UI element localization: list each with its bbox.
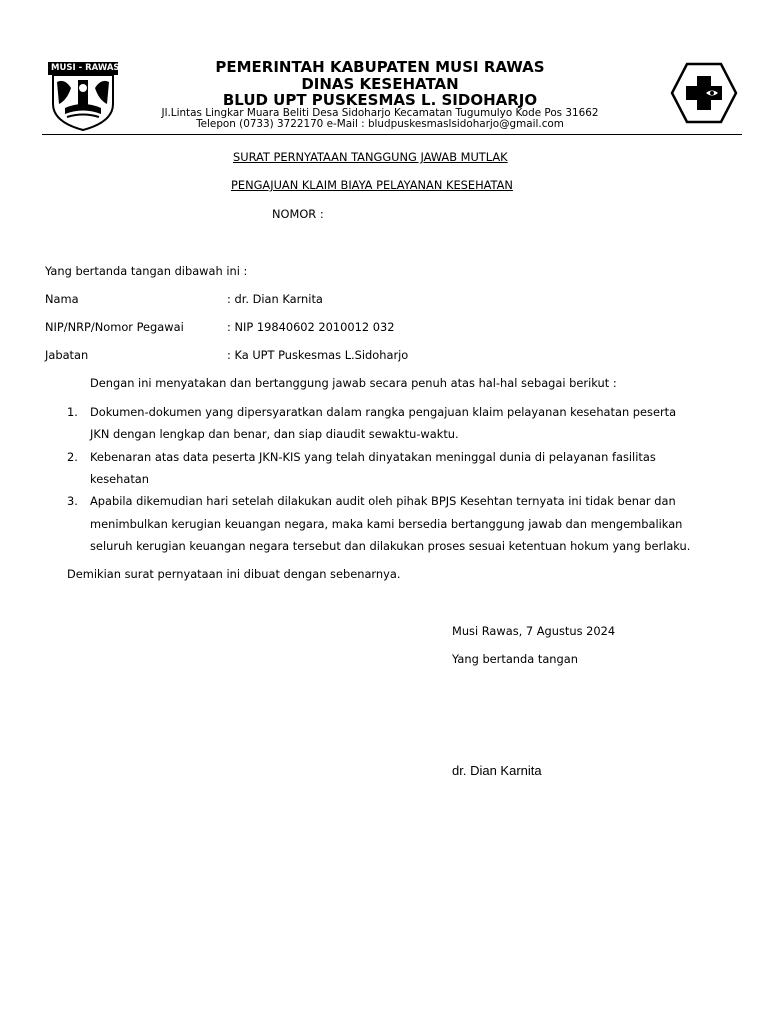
list-item-line: JKN dengan lengkap dan benar, dan siap diaudit sewaktu-waktu. [90, 427, 459, 441]
field-label-nip: NIP/NRP/Nomor Pegawai [45, 320, 184, 334]
signature-caption: Yang bertanda tangan [452, 652, 578, 666]
signatory-name: dr. Dian Karnita [452, 763, 542, 778]
place-date: Musi Rawas, 7 Agustus 2024 [452, 624, 616, 638]
kop-contact: Telepon (0733) 3722170 e-Mail : bludpuskesmaslsidoharjo@gmail.com [196, 118, 564, 130]
puskesmas-cross-icon [670, 62, 738, 124]
nomor-label: NOMOR : [272, 207, 324, 221]
list-item-line: kesehatan [90, 472, 150, 486]
list-item-line: menimbulkan kerugian keuangan negara, maka kami bersedia bertanggung jawab dan mengembalikan [90, 517, 683, 531]
document-subtitle: PENGAJUAN KLAIM BIAYA PELAYANAN KESEHATAN [231, 178, 513, 192]
kop-line-2: DINAS KESEHATAN [301, 75, 459, 93]
list-item-number: 1. [67, 405, 78, 419]
list-item-line: seluruh kerugian keuangan negara tersebut dan dilakukan proses sesuai ketentuan hokum yang berlaku. [90, 539, 691, 553]
logo-label: MUSI - RAWAS [51, 63, 120, 73]
field-label-jabatan: Jabatan [45, 348, 89, 362]
list-item-line: Apabila dikemudian hari setelah dilakukan audit oleh pihak BPJS Kesehtan ternyata ini tidak benar dan [90, 494, 676, 508]
list-item-number: 2. [67, 450, 78, 464]
kop-line-3: BLUD UPT PUSKESMAS L. SIDOHARJO [222, 91, 538, 109]
field-value-nama: : dr. Dian Karnita [227, 292, 323, 306]
kop-address: Jl.Lintas Lingkar Muara Beliti Desa Sidoharjo Kecamatan Tugumulyo Kode Pos 31662 [161, 107, 599, 119]
field-value-jabatan: : Ka UPT Puskesmas L.Sidoharjo [227, 348, 409, 362]
field-label-nama: Nama [45, 292, 79, 306]
musi-rawas-logo [45, 60, 121, 132]
kop-line-1: PEMERINTAH KABUPATEN MUSI RAWAS [215, 58, 545, 76]
puskesmas-logo [670, 62, 738, 124]
statement-text: Dengan ini menyatakan dan bertanggung jawab secara penuh atas hal-hal sebagai berikut : [90, 376, 617, 390]
field-value-nip: : NIP 19840602 2010012 032 [227, 320, 395, 334]
intro-text: Yang bertanda tangan dibawah ini : [45, 264, 248, 278]
list-item-line: Dokumen-dokumen yang dipersyaratkan dalam rangka pengajuan klaim pelayanan kesehatan peserta [90, 405, 677, 419]
list-item-line: Kebenaran atas data peserta JKN-KIS yang telah dinyatakan meninggal dunia di pelayanan fasilitas [90, 450, 656, 464]
document-title: SURAT PERNYATAAN TANGGUNG JAWAB MUTLAK [233, 150, 508, 164]
list-item-number: 3. [67, 494, 78, 508]
closing-text: Demikian surat pernyataan ini dibuat dengan sebenarnya. [67, 567, 401, 581]
header-divider [42, 134, 742, 135]
